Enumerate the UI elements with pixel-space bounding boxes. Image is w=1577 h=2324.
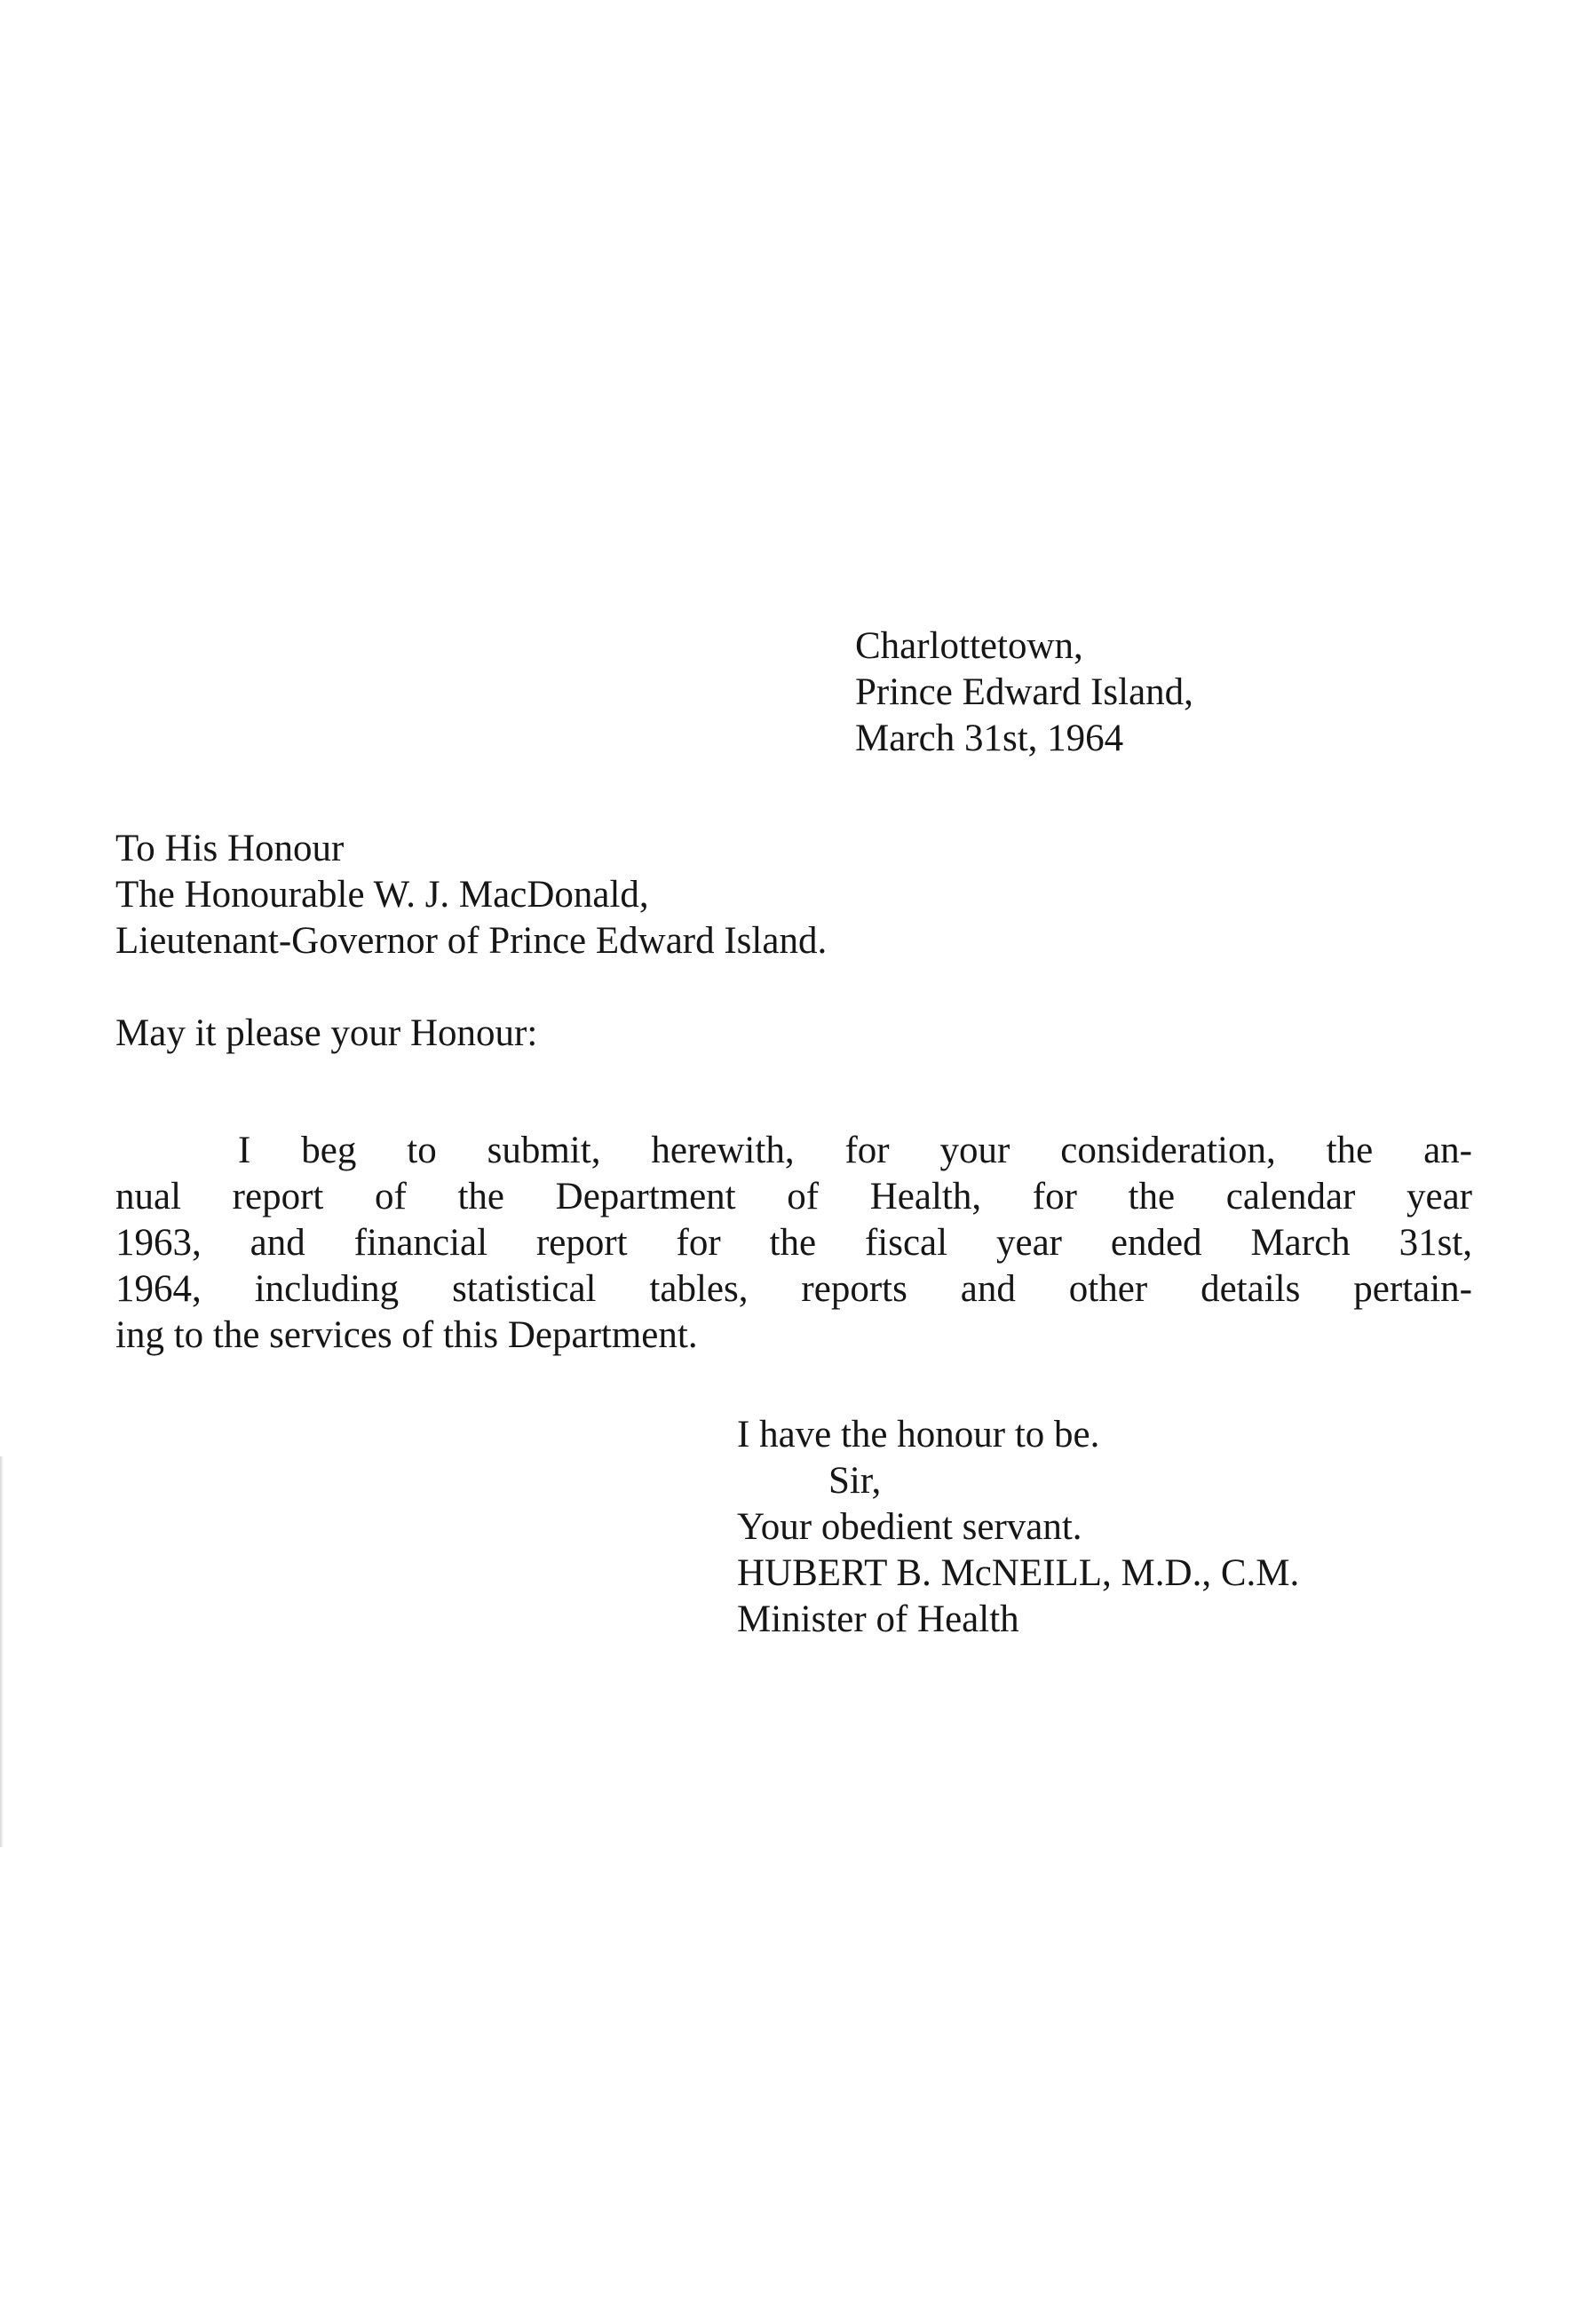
recipient-line-3: Lieutenant-Governor of Prince Edward Island. — [115, 920, 828, 962]
body-line-3: 1963, and financial report for the fiscal year ended March 31st, — [115, 1222, 1472, 1264]
address-city: Charlottetown, — [855, 625, 1083, 667]
body-line-4: 1964, including statistical tables, reports and other details pertain- — [115, 1268, 1472, 1310]
letter-date: March 31st, 1964 — [855, 718, 1124, 759]
scan-edge-shadow — [0, 1456, 4, 1847]
recipient-line-1: To His Honour — [115, 828, 345, 869]
salutation: May it please your Honour: — [115, 1012, 538, 1054]
body-paragraph — [115, 1128, 1472, 1359]
body-line-1: I beg to submit, herewith, for your consideration, the an- — [238, 1130, 1472, 1171]
recipient-address — [115, 826, 827, 964]
closing-block — [737, 1412, 1299, 1643]
recipient-line-2: The Honourable W. J. MacDonald, — [115, 874, 649, 916]
body-line-5: ing to the services of this Department. — [115, 1314, 698, 1356]
signatory-title: Minister of Health — [737, 1598, 1019, 1640]
signatory-name: HUBERT B. McNEILL, M.D., C.M. — [737, 1552, 1300, 1594]
closing-line-3: Your obedient servant. — [737, 1506, 1082, 1548]
sender-address — [855, 623, 1193, 762]
body-line-2: nual report of the Department of Health, for the calendar year — [115, 1176, 1472, 1218]
closing-line-2: Sir, — [828, 1460, 882, 1502]
closing-line-1: I have the honour to be. — [737, 1414, 1100, 1455]
address-province: Prince Edward Island, — [855, 671, 1193, 713]
